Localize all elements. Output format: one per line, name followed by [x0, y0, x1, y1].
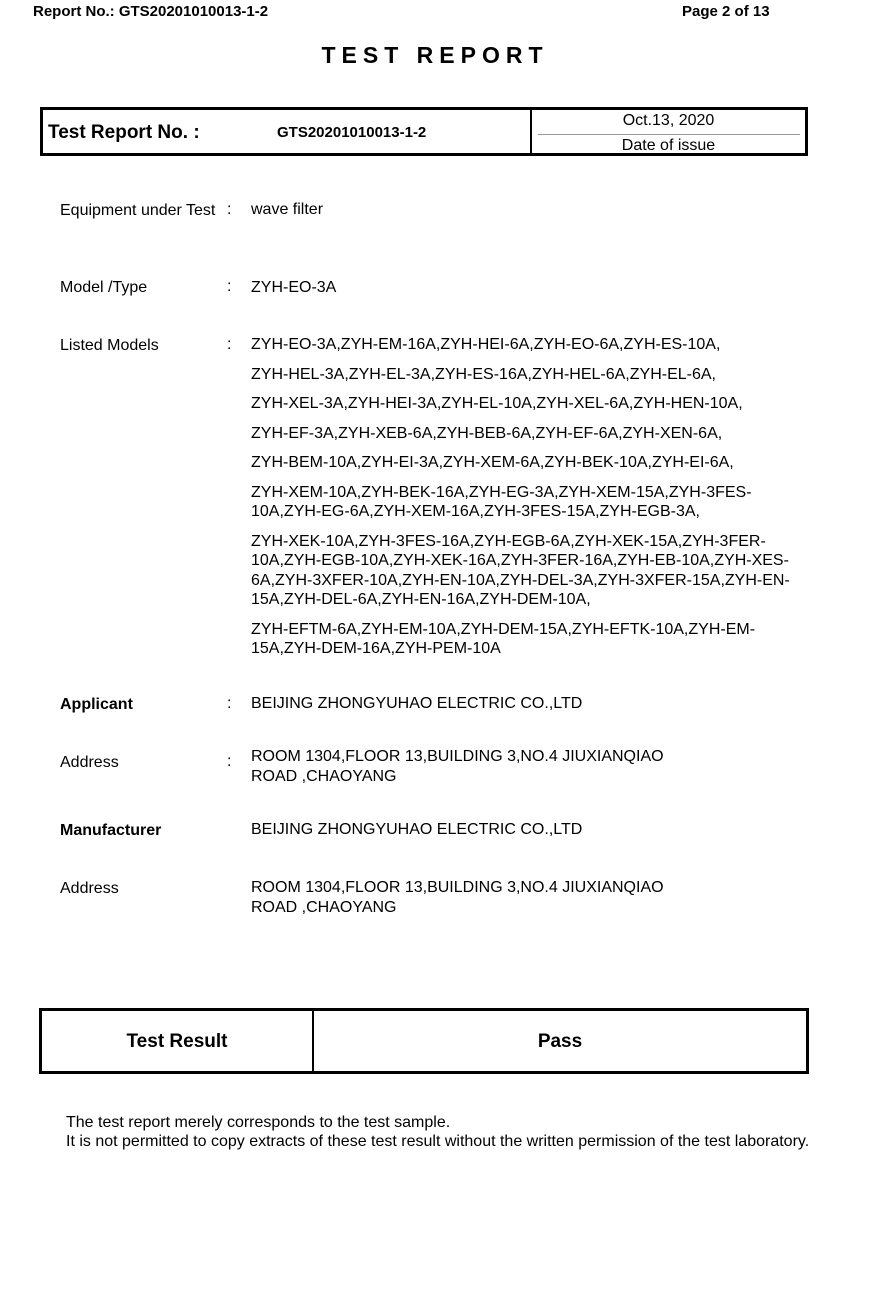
colon: :	[227, 336, 232, 353]
manufacturer-label: Manufacturer	[60, 822, 162, 839]
listed-models-label: Listed Models	[60, 337, 159, 354]
test-result-box	[39, 1008, 809, 1074]
model-list-paragraph: ZYH-HEL-3A,ZYH-EL-3A,ZYH-ES-16A,ZYH-HEL-6A,ZYH-EL-6A,	[251, 365, 716, 383]
issue-date: Oct.13, 2020	[622, 112, 715, 129]
header-page-number: Page 2 of 13	[682, 3, 770, 20]
listed-models-value	[251, 335, 791, 669]
model-list-paragraph: ZYH-XEK-10A,ZYH-3FES-16A,ZYH-EGB-6A,ZYH-XEK-15A,ZYH-3FER-10A,ZYH-EGB-10A,ZYH-XEK-16A,ZYH-3FER-16A,ZYH-EB-10A,ZYH-XES-6A,ZYH-3XFER-10A,ZYH-EN-10A,ZYH-DEL-3A,ZYH-3XFER-15A,ZYH-EN-15A,ZYH-DEL-6A,ZYH-EN-16A,ZYH-DEM-10A,	[251, 532, 790, 608]
applicant-label: Applicant	[60, 696, 133, 713]
equipment-label: Equipment under Test	[60, 202, 216, 219]
model-label: Model /Type	[60, 279, 148, 296]
model-list-paragraph: ZYH-XEM-10A,ZYH-BEK-16A,ZYH-EG-3A,ZYH-XEM-15A,ZYH-3FES-10A,ZYH-EG-6A,ZYH-XEM-16A,ZYH-3FES-15A,ZYH-EGB-3A,	[251, 483, 752, 520]
test-result-value: Pass	[537, 1031, 583, 1052]
applicant-value: BEIJING ZHONGYUHAO ELECTRIC CO.,LTD	[251, 695, 583, 712]
equipment-value: wave filter	[251, 201, 324, 218]
manufacturer-address-value: ROOM 1304,FLOOR 13,BUILDING 3,NO.4 JIUXIANQIAO ROAD ,CHAOYANG	[251, 879, 664, 916]
model-value: ZYH-EO-3A	[251, 279, 337, 296]
report-no-value: GTS20201010013-1-2	[277, 124, 427, 141]
colon: :	[227, 695, 232, 712]
report-number-box	[40, 107, 808, 156]
footer-note-2: It is not permitted to copy extracts of these test result without the written permission of the test laboratory.	[66, 1133, 810, 1150]
test-result-label: Test Result	[126, 1031, 228, 1052]
divider	[538, 134, 800, 135]
applicant-address-value: ROOM 1304,FLOOR 13,BUILDING 3,NO.4 JIUXIANQIAO ROAD ,CHAOYANG	[251, 748, 664, 785]
colon: :	[227, 278, 232, 295]
footer-note-1: The test report merely corresponds to the test sample.	[66, 1114, 451, 1131]
issue-date-label: Date of issue	[621, 137, 716, 154]
header-report-no: Report No.: GTS20201010013-1-2	[33, 3, 269, 20]
colon: :	[227, 753, 232, 770]
model-list-paragraph: ZYH-XEL-3A,ZYH-HEI-3A,ZYH-EL-10A,ZYH-XEL-6A,ZYH-HEN-10A,	[251, 395, 743, 412]
model-list-paragraph: ZYH-BEM-10A,ZYH-EI-3A,ZYH-XEM-6A,ZYH-BEK-10A,ZYH-EI-6A,	[251, 454, 734, 471]
report-no-label: Test Report No. :	[48, 122, 200, 143]
manufacturer-value: BEIJING ZHONGYUHAO ELECTRIC CO.,LTD	[251, 821, 583, 838]
model-list-paragraph: ZYH-EF-3A,ZYH-XEB-6A,ZYH-BEB-6A,ZYH-EF-6A,ZYH-XEN-6A,	[251, 424, 723, 442]
applicant-address-label: Address	[60, 754, 119, 771]
page-title: TEST REPORT	[321, 42, 549, 68]
manufacturer-address-label: Address	[60, 880, 119, 897]
model-list-paragraph: ZYH-EO-3A,ZYH-EM-16A,ZYH-HEI-6A,ZYH-EO-6A,ZYH-ES-10A,	[251, 336, 721, 353]
colon: :	[227, 201, 232, 218]
model-list-paragraph: ZYH-EFTM-6A,ZYH-EM-10A,ZYH-DEM-15A,ZYH-EFTK-10A,ZYH-EM-15A,ZYH-DEM-16A,ZYH-PEM-10A	[251, 620, 756, 657]
